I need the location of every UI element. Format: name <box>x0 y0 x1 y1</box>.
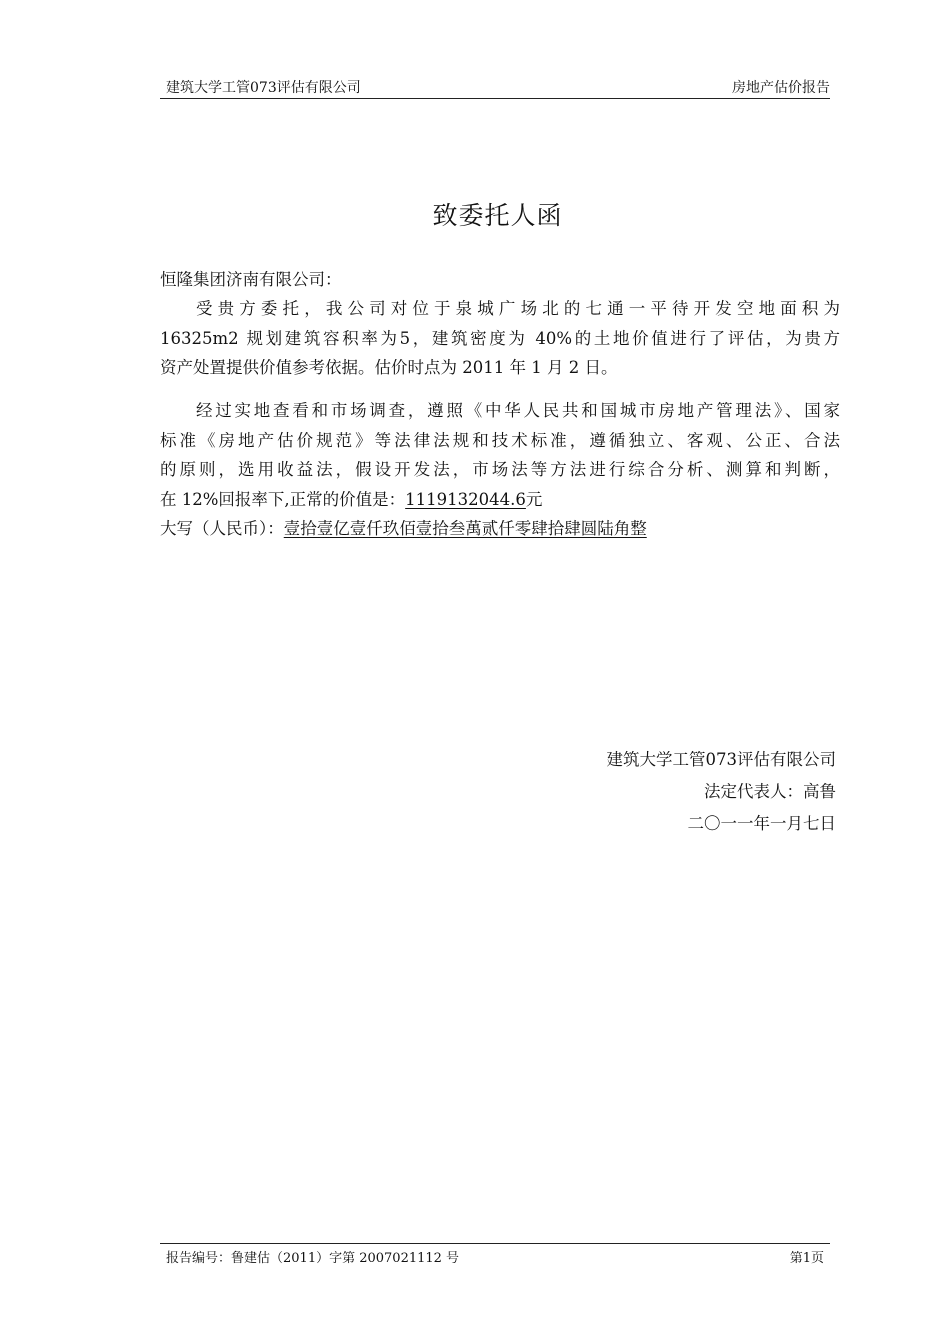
para2-line5 <box>160 514 840 544</box>
header-company: 建筑大学工管073评估有限公司 <box>166 80 361 96</box>
paragraph-commission <box>160 294 840 383</box>
capital-prefix: 大写（人民币）： <box>160 519 284 538</box>
para1-line1: 受贵方委托，我公司对位于泉城广场北的七通一平待开发空地面积为 <box>196 299 840 318</box>
report-number: 报告编号：鲁建估（2011）字第 2007021112 号 <box>166 1251 460 1266</box>
value-unit: 元 <box>525 489 543 509</box>
para1-line3: 资产处置提供价值参考依据。估价时点为 2011 年 1 月 2 日。 <box>160 358 618 377</box>
para1-line2: 16325m2 规划建筑容积率为5，建筑密度为 40%的土地价值进行了评估，为贵方 <box>160 328 840 348</box>
page-header <box>160 78 830 99</box>
page-number: 第1页 <box>789 1251 824 1266</box>
value-capital: 壹拾壹亿壹仟玖佰壹拾叁萬贰仟零肆拾肆圆陆角整 <box>283 519 647 538</box>
value-prefix: 在 12%回报率下,正常的价值是： <box>160 489 406 509</box>
signature-company: 建筑大学工管073评估有限公司 <box>606 750 836 769</box>
para2-line3: 的原则，选用收益法，假设开发法，市场法等方法进行综合分析、测算和判断， <box>160 460 840 479</box>
para2-line1: 经过实地查看和市场调查，遵照《中华人民共和国城市房地产管理法》、国家 <box>196 401 840 420</box>
value-numeric: 1119132044.6 <box>405 489 526 509</box>
signature-representative: 法定代表人：高鲁 <box>704 782 836 801</box>
paragraph-valuation <box>160 396 840 544</box>
signature-block <box>436 744 836 840</box>
para2-line4 <box>160 485 840 515</box>
para2-line2: 标准《房地产估价规范》等法律法规和技术标准，遵循独立、客观、公正、合法 <box>160 430 840 450</box>
signature-date: 二〇一一年一月七日 <box>687 814 836 833</box>
header-report-type: 房地产估价报告 <box>732 80 830 96</box>
addressee: 恒隆集团济南有限公司： <box>160 270 342 289</box>
document-title: 致委托人函 <box>432 201 563 230</box>
page-footer <box>160 1243 830 1266</box>
